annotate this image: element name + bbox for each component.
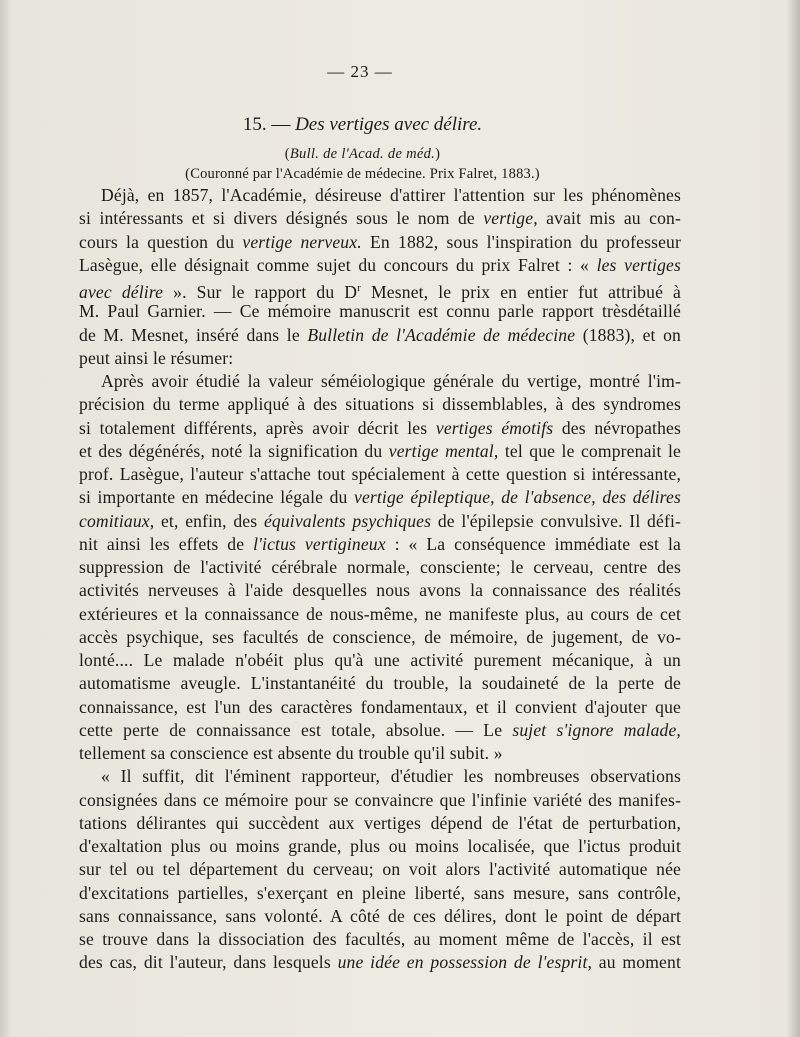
text-run: : « La conséquence immédiate est la xyxy=(385,533,681,554)
text-run: si importante en médecine légale du xyxy=(79,487,354,508)
text-run: de l'épilepsie convulsive. Il défi- xyxy=(431,510,682,531)
text-line xyxy=(79,486,681,509)
italic-text: vertige mental, xyxy=(388,440,499,461)
award-note: (Couronné par l'Académie de médecine. Prix Falret, 1883.) xyxy=(185,166,540,182)
text-run: se trouve dans la dissociation des facultés, au moment même de l'accès, il est xyxy=(79,929,681,949)
italic-text: vertige épileptique, de l'absence, des délires xyxy=(353,487,681,508)
text-run: avait mis au con- xyxy=(537,208,682,229)
text-line xyxy=(79,347,681,370)
section-number: 15. — xyxy=(242,114,291,135)
text-line xyxy=(79,417,681,440)
italic-text: l'ictus vertigineux xyxy=(253,533,386,554)
text-line xyxy=(79,928,681,951)
text-run: nit ainsi les effets de xyxy=(79,533,254,554)
text-run: consignées dans ce mémoire pour se convaincre que l'infinie variété des manifes- xyxy=(79,789,681,810)
text-run: si intéressants et si divers désignés sous le nom de xyxy=(79,208,484,229)
italic-text: comitiaux, xyxy=(79,510,155,531)
text-run: tellement sa conscience est absente du trouble qu'il subit. » xyxy=(79,743,503,763)
text-run: « Il suffit, dit l'éminent rapporteur, d'étudier les nombreuses observations xyxy=(101,766,681,787)
text-run: d'excitations partielles, s'exerçant en pleine liberté, sans mesure, sans contrôle, xyxy=(79,882,681,903)
text-run: au moment xyxy=(592,952,681,973)
text-line xyxy=(79,184,681,207)
source-journal: Bull. de l'Acad. de méd. xyxy=(289,146,436,162)
text-line xyxy=(79,858,681,881)
text-line xyxy=(79,882,681,905)
text-run: des cas, dit l'auteur, dans lesquels xyxy=(79,952,338,973)
superscript-text: r xyxy=(357,282,361,294)
text-run: prof. Lasègue, l'auteur s'attache tout spécialement à cette question si intéressante, xyxy=(79,464,681,484)
italic-text: les vertiges xyxy=(596,254,681,275)
text-line xyxy=(79,626,681,649)
text-line xyxy=(79,742,681,765)
text-line xyxy=(79,719,681,742)
text-run: activités nerveuses à l'aide desquelles nous avons la connaissance des réalités xyxy=(79,580,681,601)
text-run: automatisme aveugle. L'instantanéité du trouble, la soudaineté de la perte de xyxy=(79,673,681,694)
section-title xyxy=(0,112,725,138)
text-line xyxy=(79,510,681,533)
text-run: Déjà, en 1857, l'Académie, désireuse d'attirer l'attention sur les phénomènes xyxy=(101,185,681,205)
text-run: extérieures et la connaissance de nous-même, ne manifeste plus, au cours de cet xyxy=(79,603,681,624)
text-run: et, enfin, des xyxy=(154,510,264,531)
text-run: si totalement différents, après avoir décrit les xyxy=(79,417,436,438)
text-line xyxy=(79,300,681,323)
text-run: Après avoir étudié la valeur séméiologique générale du vertige, montré l'im- xyxy=(101,371,681,391)
text-run: connaissance, est l'un des caractères fondamentaux, et il convient d'ajouter que xyxy=(79,696,681,717)
text-run: (1883), et on xyxy=(575,324,681,345)
italic-text: une idée en possession de l'esprit, xyxy=(337,952,593,973)
text-line xyxy=(79,440,681,463)
text-line xyxy=(79,277,681,300)
italic-text: vertiges émotifs xyxy=(435,417,554,438)
italic-text: vertige, xyxy=(483,208,538,229)
text-run: suppression de l'activité cérébrale normale, consciente; le cerveau, centre des xyxy=(79,557,681,577)
text-line xyxy=(79,789,681,812)
text-line xyxy=(79,207,681,230)
text-line xyxy=(79,672,681,695)
text-line xyxy=(79,370,681,393)
text-run: sans connaissance, sans volonté. A côté de ces délires, dont le point de départ xyxy=(79,905,681,926)
text-run: tations délirantes qui succèdent aux vertiges dépend de l'état de perturbation, xyxy=(79,812,681,833)
text-run: ». Sur le rapport du D xyxy=(163,281,358,302)
italic-text: Bulletin de l'Académie de médecine xyxy=(307,324,576,345)
source-citation xyxy=(0,144,725,164)
text-run: sur tel ou tel département du cerveau; on voit alors l'activité automatique née xyxy=(79,859,681,880)
text-line xyxy=(79,254,681,277)
text-line xyxy=(79,765,681,788)
body-text xyxy=(79,184,681,975)
section-title-text: Des vertiges avec délire. xyxy=(295,114,483,135)
text-run: de M. Mesnet, inséré dans le xyxy=(79,324,308,345)
text-line xyxy=(79,579,681,602)
italic-text: équivalents psychiques xyxy=(263,510,432,531)
text-line xyxy=(79,905,681,928)
text-line xyxy=(79,324,681,347)
italic-text: vertige nerveux. xyxy=(242,231,362,252)
text-line xyxy=(79,812,681,835)
text-run: M. Paul Garnier. — Ce mémoire manuscrit est connu parle rapport trèsdétaillé xyxy=(79,301,681,322)
text-line xyxy=(79,533,681,556)
italic-text: sujet s'ignore malade, xyxy=(512,719,681,740)
page-number: — 23 — xyxy=(327,62,393,81)
text-run: précision du terme appliqué à des situations si dissemblables, à des syndromes xyxy=(79,394,681,415)
text-line xyxy=(79,835,681,858)
text-run: d'exaltation plus ou moins grande, plus ou moins localisée, que l'ictus produit xyxy=(79,836,681,856)
text-line xyxy=(79,649,681,672)
section-heading xyxy=(0,112,725,184)
text-line xyxy=(79,556,681,579)
text-line xyxy=(79,231,681,254)
text-line xyxy=(79,463,681,486)
text-line xyxy=(79,951,681,974)
text-run: Lasègue, elle désignait comme sujet du concours du prix Falret : « xyxy=(79,254,597,275)
text-run: accès psychique, ses facultés de conscience, de mémoire, de jugement, de vo- xyxy=(79,626,681,647)
italic-text: avec délire xyxy=(79,281,164,302)
source-open-paren: ( xyxy=(284,146,290,162)
text-run: peut ainsi le résumer: xyxy=(79,347,234,368)
text-run: cours la question du xyxy=(79,231,243,252)
text-run: En 1882, sous l'inspiration du professeur xyxy=(361,231,681,252)
text-run: lonté.... Le malade n'obéit plus qu'à une activité purement mécanique, à un xyxy=(79,650,681,670)
text-run: et des dégénérés, noté la signification du xyxy=(79,440,389,461)
text-run: cette perte de connaissance est totale, absolue. — Le xyxy=(79,719,513,740)
page-edge-shadow xyxy=(786,0,800,1037)
text-run: des névropathes xyxy=(553,417,681,438)
text-line xyxy=(79,603,681,626)
text-line xyxy=(79,393,681,416)
source-close-paren: ) xyxy=(435,146,441,162)
text-run: Mesnet, le prix en entier fut attribué à xyxy=(361,281,681,302)
text-run: tel que le comprenait le xyxy=(498,440,682,461)
text-line xyxy=(79,696,681,719)
